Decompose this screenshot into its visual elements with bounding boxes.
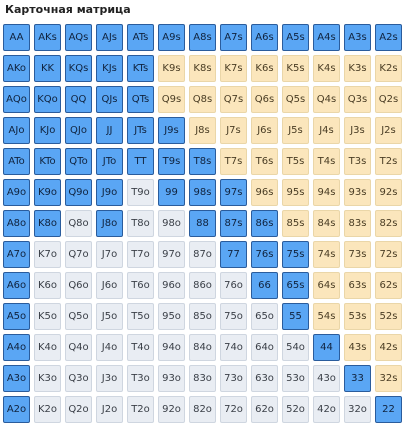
hand-cell-q6s[interactable]: Q6s xyxy=(251,86,278,113)
hand-cell-jts[interactable]: JTs xyxy=(127,117,154,144)
hand-cell-94o[interactable]: 94o xyxy=(158,334,185,361)
hand-cell-76o[interactable]: 76o xyxy=(220,272,247,299)
hand-cell-jj[interactable]: JJ xyxy=(96,117,123,144)
hand-cell-74s[interactable]: 74s xyxy=(313,241,340,268)
hand-cell-97s[interactable]: 97s xyxy=(220,179,247,206)
hand-cell-j4o[interactable]: J4o xyxy=(96,334,123,361)
hand-cell-k3o[interactable]: K3o xyxy=(34,365,61,392)
hand-cell-t2s[interactable]: T2s xyxy=(375,148,402,175)
hand-cell-86o[interactable]: 86o xyxy=(189,272,216,299)
hand-cell-22[interactable]: 22 xyxy=(375,396,402,423)
hand-cell-62o[interactable]: 62o xyxy=(251,396,278,423)
hand-cell-t8s[interactable]: T8s xyxy=(189,148,216,175)
hand-cell-qq[interactable]: QQ xyxy=(65,86,92,113)
hand-cell-97o[interactable]: 97o xyxy=(158,241,185,268)
hand-cell-t7o[interactable]: T7o xyxy=(127,241,154,268)
hand-cell-62s[interactable]: 62s xyxy=(375,272,402,299)
hand-cell-t2o[interactable]: T2o xyxy=(127,396,154,423)
hand-cell-k6o[interactable]: K6o xyxy=(34,272,61,299)
hand-cell-j5s[interactable]: J5s xyxy=(282,117,309,144)
hand-cell-96s[interactable]: 96s xyxy=(251,179,278,206)
hand-cell-75o[interactable]: 75o xyxy=(220,303,247,330)
hand-cell-84s[interactable]: 84s xyxy=(313,210,340,237)
hand-cell-a8s[interactable]: A8s xyxy=(189,24,216,51)
hand-cell-92o[interactable]: 92o xyxy=(158,396,185,423)
hand-cell-kjs[interactable]: KJs xyxy=(96,55,123,82)
hand-cell-k3s[interactable]: K3s xyxy=(344,55,371,82)
hand-cell-98s[interactable]: 98s xyxy=(189,179,216,206)
hand-cell-64s[interactable]: 64s xyxy=(313,272,340,299)
hand-cell-j8o[interactable]: J8o xyxy=(96,210,123,237)
hand-cell-j3s[interactable]: J3s xyxy=(344,117,371,144)
hand-cell-k5o[interactable]: K5o xyxy=(34,303,61,330)
hand-cell-j7o[interactable]: J7o xyxy=(96,241,123,268)
hand-cell-t6o[interactable]: T6o xyxy=(127,272,154,299)
hand-cell-j3o[interactable]: J3o xyxy=(96,365,123,392)
hand-cell-a3s[interactable]: A3s xyxy=(344,24,371,51)
hand-cell-82o[interactable]: 82o xyxy=(189,396,216,423)
hand-cell-jto[interactable]: JTo xyxy=(96,148,123,175)
hand-cell-qto[interactable]: QTo xyxy=(65,148,92,175)
panel-title: Карточная матрица xyxy=(5,3,131,16)
hand-cell-ajo[interactable]: AJo xyxy=(3,117,30,144)
hand-cell-87s[interactable]: 87s xyxy=(220,210,247,237)
hand-cell-j6o[interactable]: J6o xyxy=(96,272,123,299)
hand-cell-aqo[interactable]: AQo xyxy=(3,86,30,113)
hand-cell-83o[interactable]: 83o xyxy=(189,365,216,392)
hand-cell-ats[interactable]: ATs xyxy=(127,24,154,51)
hand-cell-aks[interactable]: AKs xyxy=(34,24,61,51)
hand-cell-ajs[interactable]: AJs xyxy=(96,24,123,51)
hand-cell-44[interactable]: 44 xyxy=(313,334,340,361)
hand-cell-a7s[interactable]: A7s xyxy=(220,24,247,51)
hand-cell-a5s[interactable]: A5s xyxy=(282,24,309,51)
hand-cell-53s[interactable]: 53s xyxy=(344,303,371,330)
hand-cell-kto[interactable]: KTo xyxy=(34,148,61,175)
hand-cell-t6s[interactable]: T6s xyxy=(251,148,278,175)
hand-cell-q7o[interactable]: Q7o xyxy=(65,241,92,268)
hand-cell-q3s[interactable]: Q3s xyxy=(344,86,371,113)
hand-cell-j6s[interactable]: J6s xyxy=(251,117,278,144)
hand-cell-q2o[interactable]: Q2o xyxy=(65,396,92,423)
hand-cell-65o[interactable]: 65o xyxy=(251,303,278,330)
hand-cell-qjs[interactable]: QJs xyxy=(96,86,123,113)
hand-cell-q9o[interactable]: Q9o xyxy=(65,179,92,206)
hand-cell-52o[interactable]: 52o xyxy=(282,396,309,423)
hand-matrix-grid xyxy=(3,24,406,425)
hand-cell-a9s[interactable]: A9s xyxy=(158,24,185,51)
hand-cell-43s[interactable]: 43s xyxy=(344,334,371,361)
hand-cell-k9o[interactable]: K9o xyxy=(34,179,61,206)
hand-cell-j2o[interactable]: J2o xyxy=(96,396,123,423)
hand-cell-q8s[interactable]: Q8s xyxy=(189,86,216,113)
hand-cell-j7s[interactable]: J7s xyxy=(220,117,247,144)
hand-cell-52s[interactable]: 52s xyxy=(375,303,402,330)
hand-cell-q7s[interactable]: Q7s xyxy=(220,86,247,113)
hand-cell-85s[interactable]: 85s xyxy=(282,210,309,237)
hand-cell-k9s[interactable]: K9s xyxy=(158,55,185,82)
hand-cell-aqs[interactable]: AQs xyxy=(65,24,92,51)
hand-cell-76s[interactable]: 76s xyxy=(251,241,278,268)
hand-cell-qjo[interactable]: QJo xyxy=(65,117,92,144)
hand-cell-86s[interactable]: 86s xyxy=(251,210,278,237)
hand-cell-t8o[interactable]: T8o xyxy=(127,210,154,237)
hand-cell-kk[interactable]: KK xyxy=(34,55,61,82)
hand-cell-a8o[interactable]: A8o xyxy=(3,210,30,237)
hand-cell-t7s[interactable]: T7s xyxy=(220,148,247,175)
hand-cell-j9o[interactable]: J9o xyxy=(96,179,123,206)
hand-cell-t3o[interactable]: T3o xyxy=(127,365,154,392)
hand-cell-j9s[interactable]: J9s xyxy=(158,117,185,144)
hand-cell-54s[interactable]: 54s xyxy=(313,303,340,330)
hand-cell-ato[interactable]: ATo xyxy=(3,148,30,175)
hand-cell-66[interactable]: 66 xyxy=(251,272,278,299)
hand-cell-k4s[interactable]: K4s xyxy=(313,55,340,82)
hand-cell-95s[interactable]: 95s xyxy=(282,179,309,206)
hand-cell-87o[interactable]: 87o xyxy=(189,241,216,268)
hand-cell-kts[interactable]: KTs xyxy=(127,55,154,82)
hand-cell-63s[interactable]: 63s xyxy=(344,272,371,299)
hand-cell-t4o[interactable]: T4o xyxy=(127,334,154,361)
hand-cell-kqo[interactable]: KQo xyxy=(34,86,61,113)
hand-cell-a2o[interactable]: A2o xyxy=(3,396,30,423)
hand-cell-k5s[interactable]: K5s xyxy=(282,55,309,82)
hand-cell-63o[interactable]: 63o xyxy=(251,365,278,392)
hand-cell-j2s[interactable]: J2s xyxy=(375,117,402,144)
hand-cell-kjo[interactable]: KJo xyxy=(34,117,61,144)
hand-cell-k2o[interactable]: K2o xyxy=(34,396,61,423)
hand-cell-q3o[interactable]: Q3o xyxy=(65,365,92,392)
hand-cell-a6s[interactable]: A6s xyxy=(251,24,278,51)
hand-cell-q4s[interactable]: Q4s xyxy=(313,86,340,113)
hand-cell-a5o[interactable]: A5o xyxy=(3,303,30,330)
hand-cell-a9o[interactable]: A9o xyxy=(3,179,30,206)
hand-cell-a3o[interactable]: A3o xyxy=(3,365,30,392)
hand-cell-32o[interactable]: 32o xyxy=(344,396,371,423)
hand-cell-t4s[interactable]: T4s xyxy=(313,148,340,175)
hand-cell-j4s[interactable]: J4s xyxy=(313,117,340,144)
hand-cell-q6o[interactable]: Q6o xyxy=(65,272,92,299)
hand-cell-t5o[interactable]: T5o xyxy=(127,303,154,330)
hand-cell-q4o[interactable]: Q4o xyxy=(65,334,92,361)
hand-cell-t9s[interactable]: T9s xyxy=(158,148,185,175)
hand-cell-75s[interactable]: 75s xyxy=(282,241,309,268)
hand-cell-32s[interactable]: 32s xyxy=(375,365,402,392)
hand-cell-k8o[interactable]: K8o xyxy=(34,210,61,237)
hand-cell-a6o[interactable]: A6o xyxy=(3,272,30,299)
hand-cell-t9o[interactable]: T9o xyxy=(127,179,154,206)
hand-cell-88[interactable]: 88 xyxy=(189,210,216,237)
hand-cell-73s[interactable]: 73s xyxy=(344,241,371,268)
hand-cell-42o[interactable]: 42o xyxy=(313,396,340,423)
hand-cell-a4s[interactable]: A4s xyxy=(313,24,340,51)
hand-cell-72o[interactable]: 72o xyxy=(220,396,247,423)
hand-cell-k4o[interactable]: K4o xyxy=(34,334,61,361)
hand-cell-k6s[interactable]: K6s xyxy=(251,55,278,82)
hand-cell-94s[interactable]: 94s xyxy=(313,179,340,206)
hand-cell-43o[interactable]: 43o xyxy=(313,365,340,392)
hand-cell-84o[interactable]: 84o xyxy=(189,334,216,361)
hand-cell-a4o[interactable]: A4o xyxy=(3,334,30,361)
hand-cell-tt[interactable]: TT xyxy=(127,148,154,175)
hand-cell-93s[interactable]: 93s xyxy=(344,179,371,206)
hand-cell-85o[interactable]: 85o xyxy=(189,303,216,330)
hand-cell-83s[interactable]: 83s xyxy=(344,210,371,237)
hand-cell-92s[interactable]: 92s xyxy=(375,179,402,206)
hand-cell-73o[interactable]: 73o xyxy=(220,365,247,392)
hand-cell-q5s[interactable]: Q5s xyxy=(282,86,309,113)
hand-cell-42s[interactable]: 42s xyxy=(375,334,402,361)
hand-cell-95o[interactable]: 95o xyxy=(158,303,185,330)
hand-cell-j8s[interactable]: J8s xyxy=(189,117,216,144)
hand-cell-77[interactable]: 77 xyxy=(220,241,247,268)
hand-cell-k2s[interactable]: K2s xyxy=(375,55,402,82)
hand-cell-q5o[interactable]: Q5o xyxy=(65,303,92,330)
hand-cell-q9s[interactable]: Q9s xyxy=(158,86,185,113)
hand-cell-65s[interactable]: 65s xyxy=(282,272,309,299)
hand-cell-55[interactable]: 55 xyxy=(282,303,309,330)
hand-cell-t3s[interactable]: T3s xyxy=(344,148,371,175)
hand-cell-98o[interactable]: 98o xyxy=(158,210,185,237)
hand-cell-64o[interactable]: 64o xyxy=(251,334,278,361)
hand-cell-t5s[interactable]: T5s xyxy=(282,148,309,175)
hand-cell-99[interactable]: 99 xyxy=(158,179,185,206)
hand-cell-33[interactable]: 33 xyxy=(344,365,371,392)
hand-cell-93o[interactable]: 93o xyxy=(158,365,185,392)
hand-cell-q2s[interactable]: Q2s xyxy=(375,86,402,113)
hand-cell-72s[interactable]: 72s xyxy=(375,241,402,268)
hand-cell-a7o[interactable]: A7o xyxy=(3,241,30,268)
hand-cell-q8o[interactable]: Q8o xyxy=(65,210,92,237)
hand-cell-a2s[interactable]: A2s xyxy=(375,24,402,51)
hand-cell-96o[interactable]: 96o xyxy=(158,272,185,299)
hand-cell-aa[interactable]: AA xyxy=(3,24,30,51)
hand-cell-k7s[interactable]: K7s xyxy=(220,55,247,82)
hand-cell-82s[interactable]: 82s xyxy=(375,210,402,237)
hand-cell-k8s[interactable]: K8s xyxy=(189,55,216,82)
hand-cell-qts[interactable]: QTs xyxy=(127,86,154,113)
hand-cell-ako[interactable]: AKo xyxy=(3,55,30,82)
hand-cell-j5o[interactable]: J5o xyxy=(96,303,123,330)
hand-cell-54o[interactable]: 54o xyxy=(282,334,309,361)
hand-cell-kqs[interactable]: KQs xyxy=(65,55,92,82)
hand-cell-53o[interactable]: 53o xyxy=(282,365,309,392)
hand-cell-74o[interactable]: 74o xyxy=(220,334,247,361)
hand-cell-k7o[interactable]: K7o xyxy=(34,241,61,268)
